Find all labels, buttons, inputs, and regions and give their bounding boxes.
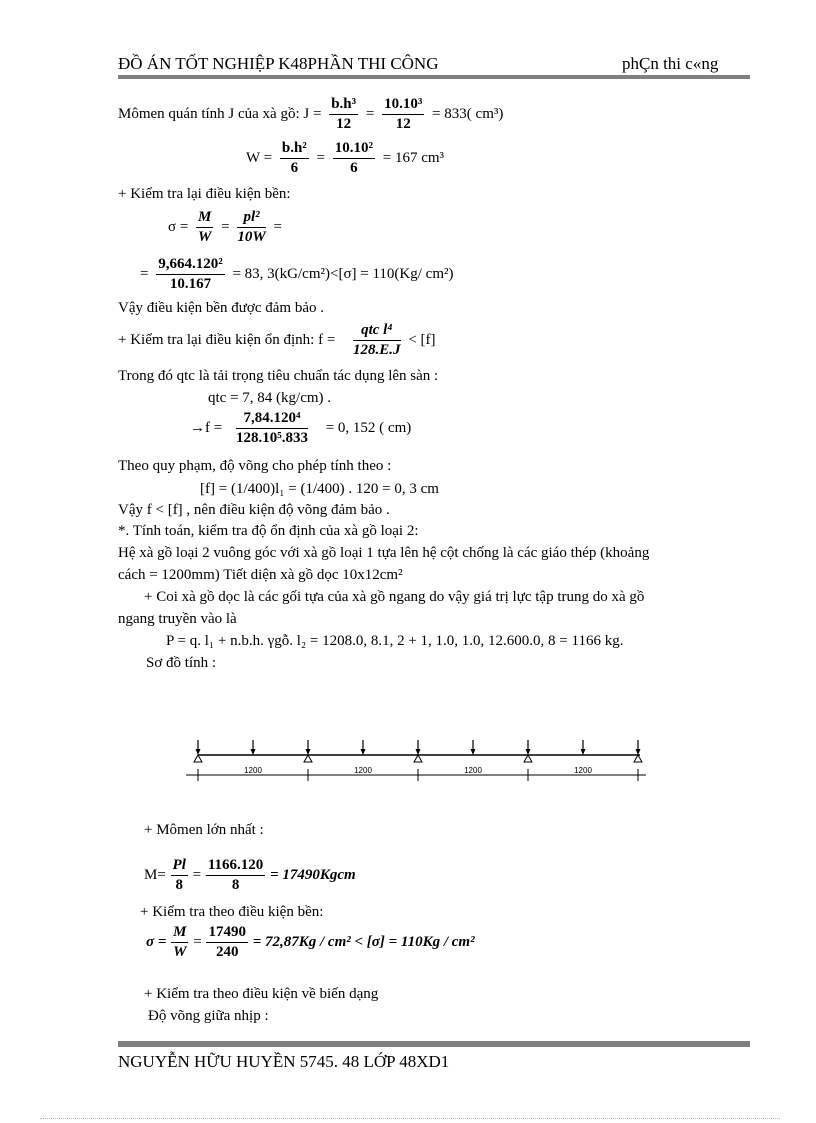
numerator: 10.10²: [333, 140, 375, 159]
text: = 167 cm³: [382, 149, 445, 166]
text: < [f]: [408, 331, 436, 348]
formula-deflection-value: [190, 410, 411, 447]
numerator: Pl: [171, 857, 188, 876]
formula-moment: [144, 857, 356, 894]
numerator: 7,84.120⁴: [236, 410, 308, 429]
formula-stress: [168, 209, 282, 246]
span-label: 1200: [244, 766, 262, 775]
text: Mômen quán tính J của xà gồ: J =: [118, 105, 322, 122]
text: = 833( cm³): [432, 105, 504, 122]
text: = 72,87Kg / cm² < [σ] = 110Kg / cm²: [252, 933, 475, 950]
text: =: [365, 105, 375, 122]
numerator: 17490: [206, 924, 248, 943]
header-chapter: phÇn thi c«ng: [622, 54, 719, 73]
text: = 0, 152 ( cm): [325, 419, 412, 436]
formula-section-modulus: [246, 140, 444, 177]
footer-rule: [118, 1041, 750, 1047]
text-line: Vậy f < [f] , nên điều kiện độ võng đảm bảo .: [118, 502, 390, 518]
text: = 17490Kgcm: [270, 866, 356, 883]
text-line: qtc = 7, 84 (kg/cm) .: [208, 390, 332, 406]
header-title: ĐỒ ÁN TỐT NGHIỆP K48PHẦN THI CÔNG: [118, 54, 439, 73]
denominator: W: [173, 944, 187, 960]
denominator: 8: [175, 877, 183, 893]
text-line: + Coi xà gồ dọc là các gối tựa của xà gồ ngang do vậy giá trị lực tập trung do xà gồ: [144, 589, 645, 605]
denominator: W: [198, 229, 212, 245]
formula-deflection: [118, 322, 436, 359]
denominator: 12: [395, 116, 411, 132]
denominator: 6: [350, 160, 358, 176]
text-line: + Kiểm tra theo điều kiện bền:: [140, 904, 324, 920]
footer-author: NGUYỄN HỮU HUYỀN 5745. 48 LỚP 48XD1: [118, 1052, 450, 1071]
denominator: 6: [290, 160, 299, 176]
denominator: 128.E.J: [353, 342, 401, 358]
header-rule: [118, 75, 750, 79]
text-line: Trong đó qtc là tải trọng tiêu chuẩn tác dụng lên sàn :: [118, 368, 439, 384]
text: + Kiểm tra lại điều kiện ổn định: f =: [118, 331, 336, 348]
text-line: Vậy điều kiện bền được đảm bảo .: [118, 300, 325, 316]
text-line: *. Tính toán, kiểm tra độ ổn định của xà gồ loại 2:: [118, 523, 419, 539]
text-line: Độ võng giữa nhịp :: [148, 1008, 269, 1024]
text-line: + Kiểm tra lại điều kiện bền:: [118, 186, 291, 202]
numerator: pl²: [237, 209, 265, 228]
span-label: 1200: [464, 766, 482, 775]
text: =: [316, 149, 326, 166]
text: = 83, 3(kG/cm²)<[σ] = 110(Kg/ cm²): [232, 265, 454, 282]
formula-stress-value: [140, 256, 454, 293]
numerator: 9,664.120²: [156, 256, 225, 275]
beam-diagram: [186, 730, 646, 790]
text: W =: [246, 149, 273, 166]
denominator: 240: [215, 944, 239, 960]
text: →f =: [190, 419, 223, 436]
formula-stress-check: [146, 924, 475, 961]
page-edge-divider: [40, 1118, 780, 1119]
text: σ =: [146, 933, 167, 950]
text-line: Theo quy phạm, độ võng cho phép tính theo :: [118, 458, 392, 474]
numerator: b.h³: [329, 96, 358, 115]
text-line: + Kiểm tra theo điều kiện về biến dạng: [144, 986, 379, 1002]
text-line: P = q. l₁ + n.b.h. γgỗ. l₂ = 1208.0, 8.1, 2 + 1, 1.0, 1.0, 12.600.0, 8 = 1166 kg.: [166, 633, 624, 649]
denominator: 128.10⁵.833: [235, 430, 308, 446]
span-label: 1200: [574, 766, 592, 775]
numerator: M: [196, 209, 213, 228]
text-line: [f] = (1/400)l₁ = (1/400) . 120 = 0, 3 cm: [200, 481, 439, 497]
text: M=: [144, 866, 166, 883]
numerator: qtc l⁴: [353, 322, 401, 341]
text-line: + Mômen lớn nhất :: [144, 822, 264, 838]
numerator: 1166.120: [206, 857, 265, 876]
text: =: [193, 933, 202, 950]
numerator: b.h²: [280, 140, 309, 159]
text: =: [221, 218, 230, 235]
denominator: 10W: [237, 229, 266, 245]
text: =: [140, 265, 149, 282]
formula-inertia: [118, 96, 503, 133]
text-line: cách = 1200mm) Tiết diện xà gồ dọc 10x12cm²: [118, 567, 403, 583]
numerator: M: [171, 924, 188, 943]
text-line: Hệ xà gồ loại 2 vuông góc với xà gồ loại 1 tựa lên hệ cột chống là các giáo thép (khoảng: [118, 545, 650, 561]
denominator: 10.167: [169, 276, 212, 292]
text-line: Sơ đồ tính :: [146, 655, 217, 671]
text: σ =: [168, 218, 189, 235]
text-line: ngang truyền vào là: [118, 611, 237, 627]
text: =: [192, 866, 202, 883]
text: =: [273, 218, 282, 235]
numerator: 10.10³: [382, 96, 424, 115]
denominator: 8: [231, 877, 240, 893]
denominator: 12: [336, 116, 352, 132]
span-label: 1200: [354, 766, 372, 775]
